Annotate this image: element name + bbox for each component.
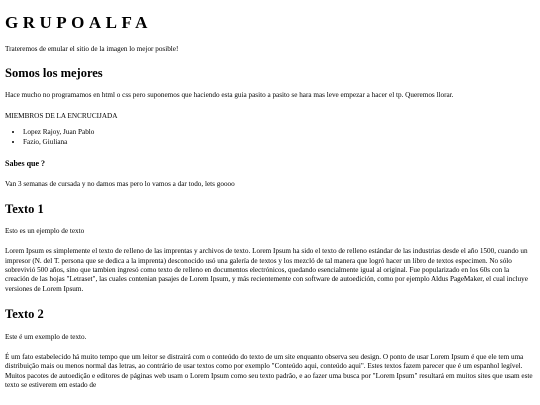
heading-sabes-que: Sabes que ? <box>5 158 46 168</box>
list-item: • Lopez Rajoy, Juan Pablo <box>23 128 535 137</box>
heading-texto-2: Texto 2 <box>5 307 44 322</box>
brand-title: GRUPOALFA <box>5 13 152 32</box>
texto-1-body: Lorem Ipsum es simplemente el texto de relleno de las imprentas y archivos de texto. Lorem Ipsum ha sido el texto de relleno estándar de las industrias desde el año 1500, cuando un impresor (N. del T. persona que se dedica a la imprenta) desconocido usó una galería de textos y los mezcló de tal manera que logró hacer un libro de textos especimen. No sólo sobrevivió 500 años, sino que tambien ingresó como texto de relleno en documentos electrónicos, quedando esencialmente igual al original. Fue popularizado en los 60s con la creación de las hojas "Letraset", las cuales contenian pasajes de Lorem Ipsum, y más recientemente con software de autoedición, como por ejemplo Aldus PageMaker, el cual incluye versiones de Lorem Ipsum. <box>5 247 528 293</box>
members-list <box>5 128 535 147</box>
members-title: MIEMBROS DE LA ENCRUCIJADA <box>5 111 118 120</box>
texto-2-body: É um fato estabelecido há muito tempo que um leitor se distrairá com o conteúdo do texto de um site enquanto observa seu design. O ponto de usar Lorem Ipsum é que ele tem uma distribuição mais ou menos normal das letras, ao contrário de usar textos como por exemplo "Conteúdo aqui, conteúdo aqui". Estes textos fazem parecer que é um espanhol legível. Muitos pacotes de autoedição e editores de páginas web usam o Lorem Ipsum como seu texto padrão, e ao fazer uma busca por "Lorem Ipsum" resultará em muitos sites que usam este texto se estiverem em estado de <box>5 352 533 389</box>
heading-somos-los-mejores: Somos los mejores <box>5 66 103 81</box>
texto-1-subtitle: Esto es un ejemplo de texto <box>5 226 85 235</box>
tagline: Trateremos de emular el sitio de la imagen lo mejor posible! <box>5 44 179 53</box>
texto-2-subtitle: Este é um exemplo de texto. <box>5 332 87 341</box>
intro-paragraph: Hace mucho no programamos en html o css pero suponemos que haciendo esta guia pasito a pasito se hara mas leve empezar a hacer el tp. Queremos llorar. <box>5 91 454 100</box>
list-item: • Fazio, Giuliana <box>23 138 535 147</box>
sabes-text: Van 3 semanas de cursada y no damos mas pero lo vamos a dar todo, lets goooo <box>5 180 235 189</box>
heading-texto-1: Texto 1 <box>5 201 44 216</box>
